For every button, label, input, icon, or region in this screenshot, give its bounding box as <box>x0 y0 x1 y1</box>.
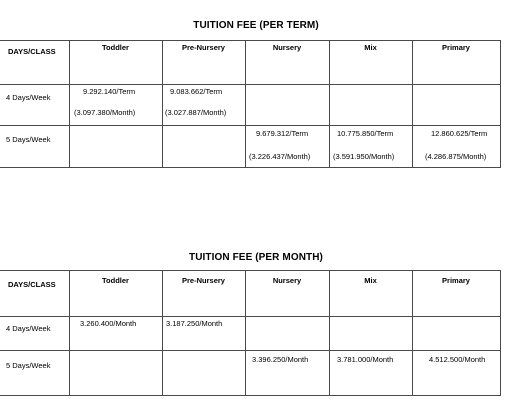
table-border <box>245 40 246 168</box>
table-border <box>329 40 330 168</box>
table-border <box>0 350 500 351</box>
column-header-primary: Primary <box>442 43 470 52</box>
fee-month-value: (4.286.875/Month) <box>425 152 487 161</box>
column-header-toddler: Toddler <box>102 276 129 285</box>
fee-term-value: 10.775.850/Term <box>337 129 394 138</box>
fee-month-value: (3.097.380/Month) <box>74 108 136 117</box>
fee-term-value: 12.860.625/Term <box>431 129 488 138</box>
column-header-nursery: Nursery <box>272 43 302 52</box>
fee-month-value: 3.187.250/Month <box>166 319 223 328</box>
fee-month-value: 3.781.000/Month <box>337 355 394 364</box>
fee-month-value: (3.591.950/Month) <box>333 152 395 161</box>
fee-month-value: 4.512.500/Month <box>429 355 486 364</box>
table-border <box>500 40 501 168</box>
column-header-pre-nursery: Pre-Nursery <box>182 43 225 52</box>
row-label-5-days: 5 Days/Week <box>6 135 51 144</box>
column-header-mix: Mix <box>364 276 377 285</box>
corner-header: DAYS/CLASS <box>8 47 56 56</box>
table-border <box>0 270 500 271</box>
fee-term-value: 9.679.312/Term <box>256 129 309 138</box>
table-border <box>69 40 70 168</box>
table-border <box>0 316 500 317</box>
table-border <box>0 395 500 396</box>
column-header-mix: Mix <box>364 43 377 52</box>
per-month-title: TUITION FEE (PER MONTH) <box>189 252 323 263</box>
column-header-pre-nursery: Pre-Nursery <box>182 276 225 285</box>
fee-month-value: (3.027.887/Month) <box>165 108 227 117</box>
corner-header: DAYS/CLASS <box>8 280 56 289</box>
fee-month-value: 3.260.400/Month <box>80 319 137 328</box>
fee-month-value: 3.396.250/Month <box>252 355 309 364</box>
per-term-title: TUITION FEE (PER TERM) <box>193 20 319 31</box>
table-border <box>412 40 413 168</box>
table-border <box>69 270 70 396</box>
fee-term-value: 9.083.662/Term <box>170 87 223 96</box>
table-border <box>245 270 246 396</box>
row-label-4-days: 4 Days/Week <box>6 93 51 102</box>
row-label-4-days: 4 Days/Week <box>6 324 51 333</box>
table-border <box>162 40 163 168</box>
table-border <box>0 84 500 85</box>
table-border <box>412 270 413 396</box>
fee-month-value: (3.226.437/Month) <box>249 152 311 161</box>
table-border <box>329 270 330 396</box>
table-border <box>162 270 163 396</box>
column-header-nursery: Nursery <box>272 276 302 285</box>
row-label-5-days: 5 Days/Week <box>6 361 51 370</box>
table-border <box>0 167 500 168</box>
fee-term-value: 9.292.140/Term <box>83 87 136 96</box>
table-border <box>500 270 501 396</box>
column-header-toddler: Toddler <box>102 43 129 52</box>
table-border <box>0 40 500 41</box>
table-border <box>0 125 500 126</box>
column-header-primary: Primary <box>442 276 470 285</box>
